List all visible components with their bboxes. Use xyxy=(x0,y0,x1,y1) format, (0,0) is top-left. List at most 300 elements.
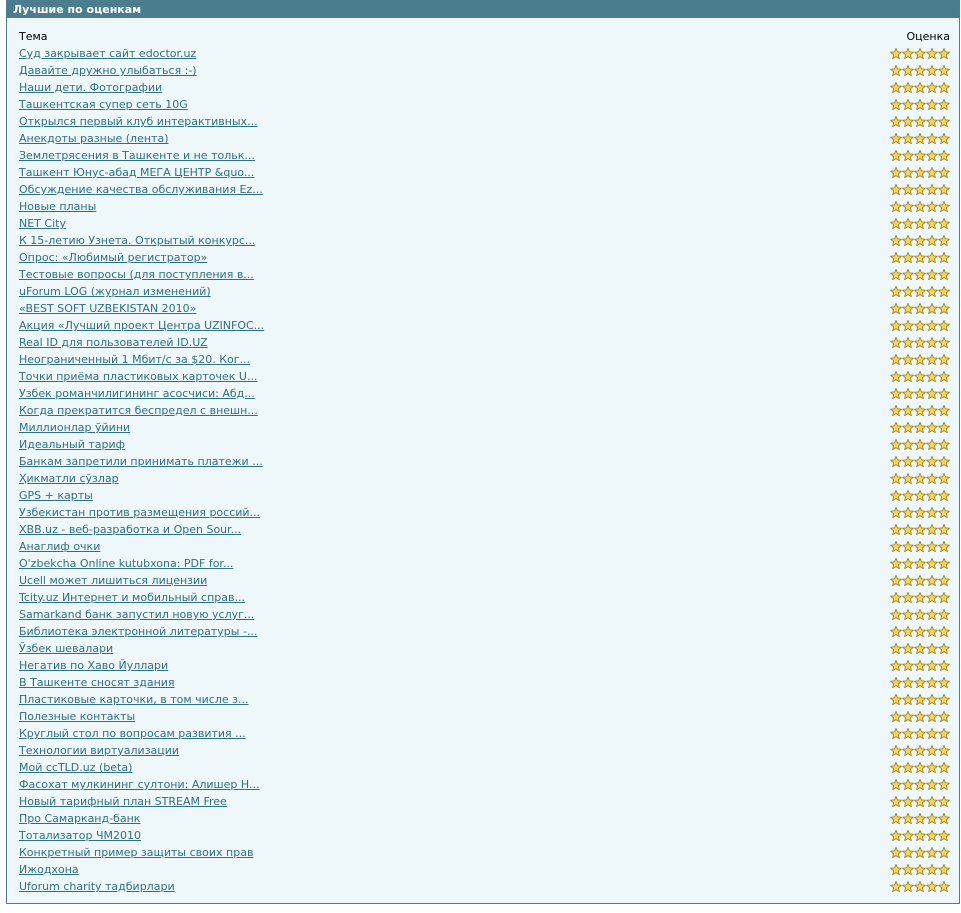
star-icon xyxy=(926,761,938,774)
star-icon xyxy=(926,540,938,553)
star-icon xyxy=(926,200,938,213)
star-icon xyxy=(902,47,914,60)
star-icon xyxy=(914,727,926,740)
star-icon xyxy=(890,761,902,774)
table-row xyxy=(19,351,950,368)
table-row xyxy=(19,844,950,861)
topic-link[interactable]: Суд закрывает сайт edoctor.uz xyxy=(19,47,197,60)
star-icon xyxy=(890,574,902,587)
topic-link[interactable]: «BEST SOFT UZBEKISTAN 2010» xyxy=(19,302,197,315)
star-icon xyxy=(890,115,902,128)
rating-stars xyxy=(890,200,950,213)
star-icon xyxy=(890,608,902,621)
star-icon xyxy=(890,829,902,842)
star-icon xyxy=(926,744,938,757)
star-icon xyxy=(902,98,914,111)
topic-link[interactable]: Ташкентская супер сеть 10G xyxy=(19,98,188,111)
topic-link[interactable]: uForum LOG (журнал изменений) xyxy=(19,285,211,298)
star-icon xyxy=(926,64,938,77)
star-icon xyxy=(938,659,950,672)
star-icon xyxy=(914,81,926,94)
star-icon xyxy=(914,166,926,179)
star-icon xyxy=(938,47,950,60)
star-icon xyxy=(914,319,926,332)
table-row xyxy=(19,725,950,742)
star-icon xyxy=(890,438,902,451)
table-row xyxy=(19,198,950,215)
topic-link[interactable]: Банкам запретили принимать платежи ... xyxy=(19,455,263,468)
star-icon xyxy=(926,846,938,859)
topic-link[interactable]: Анаглиф очки xyxy=(19,540,101,553)
topic-link[interactable]: Uforum charity тадбирлари xyxy=(19,880,175,893)
rating-stars xyxy=(890,132,950,145)
star-icon xyxy=(902,183,914,196)
table-row xyxy=(19,674,950,691)
star-icon xyxy=(926,319,938,332)
star-icon xyxy=(890,166,902,179)
star-icon xyxy=(914,523,926,536)
topic-link[interactable]: O'zbekcha Online kutubxona: PDF for... xyxy=(19,557,234,570)
rating-stars xyxy=(890,302,950,315)
star-icon xyxy=(890,489,902,502)
table-row xyxy=(19,606,950,623)
star-icon xyxy=(902,404,914,417)
star-icon xyxy=(938,591,950,604)
topic-link[interactable]: Анекдоты разные (лента) xyxy=(19,132,169,145)
star-icon xyxy=(914,812,926,825)
star-icon xyxy=(914,863,926,876)
star-icon xyxy=(914,846,926,859)
topic-link[interactable]: Новый тарифный план STREAM Free xyxy=(19,795,227,808)
topic-link[interactable]: Неограниченный 1 Мбит/с за $20. Ког... xyxy=(19,353,251,366)
star-icon xyxy=(938,132,950,145)
topic-link[interactable]: Ucell может лишиться лицензии xyxy=(19,574,208,587)
table-row xyxy=(19,266,950,283)
topic-link[interactable]: Мой ccTLD.uz (beta) xyxy=(19,761,133,774)
star-icon xyxy=(926,591,938,604)
rating-stars xyxy=(890,336,950,349)
star-icon xyxy=(902,319,914,332)
star-icon xyxy=(938,829,950,842)
topics-list xyxy=(19,45,950,895)
topic-link[interactable]: В Ташкенте сносят здания xyxy=(19,676,175,689)
star-icon xyxy=(902,149,914,162)
rating-stars xyxy=(890,880,950,893)
star-icon xyxy=(914,183,926,196)
topic-link[interactable]: Ташкент Юнус-абад МЕГА ЦЕНТР &quo... xyxy=(19,166,255,179)
table-row xyxy=(19,113,950,130)
table-row xyxy=(19,45,950,62)
star-icon xyxy=(902,64,914,77)
star-icon xyxy=(890,234,902,247)
topic-link[interactable]: Когда прекратится беспредел с внешн... xyxy=(19,404,258,417)
star-icon xyxy=(926,812,938,825)
star-icon xyxy=(926,285,938,298)
star-icon xyxy=(938,64,950,77)
star-icon xyxy=(926,251,938,264)
star-icon xyxy=(938,421,950,434)
topic-link[interactable]: Samarkand банк запустил новую услуг... xyxy=(19,608,255,621)
table-row xyxy=(19,300,950,317)
star-icon xyxy=(926,676,938,689)
star-icon xyxy=(902,591,914,604)
star-icon xyxy=(902,523,914,536)
star-icon xyxy=(914,336,926,349)
star-icon xyxy=(914,455,926,468)
star-icon xyxy=(938,778,950,791)
star-icon xyxy=(926,404,938,417)
rating-stars xyxy=(890,319,950,332)
table-row xyxy=(19,878,950,895)
rating-stars xyxy=(890,268,950,281)
topic-link[interactable]: Пластиковые карточки, в том числе з... xyxy=(19,693,249,706)
star-icon xyxy=(890,81,902,94)
star-icon xyxy=(914,659,926,672)
rating-stars xyxy=(890,81,950,94)
star-icon xyxy=(938,251,950,264)
topic-link[interactable]: Открылся первый клуб интерактивных... xyxy=(19,115,258,128)
star-icon xyxy=(890,251,902,264)
topic-link[interactable]: Наши дети. Фотографии xyxy=(19,81,163,94)
star-icon xyxy=(926,880,938,893)
table-row xyxy=(19,538,950,555)
star-icon xyxy=(938,115,950,128)
topic-link[interactable]: Тестовые вопросы (для поступления в... xyxy=(19,268,254,281)
star-icon xyxy=(890,285,902,298)
rating-stars xyxy=(890,166,950,179)
star-icon xyxy=(890,591,902,604)
star-icon xyxy=(926,421,938,434)
star-icon xyxy=(890,200,902,213)
star-icon xyxy=(926,472,938,485)
topic-link[interactable]: Узбек романчилигининг асосчиси: Абд... xyxy=(19,387,255,400)
star-icon xyxy=(926,557,938,570)
topic-link[interactable]: Давайте дружно улыбаться :-) xyxy=(19,64,197,77)
star-icon xyxy=(938,404,950,417)
star-icon xyxy=(890,319,902,332)
star-icon xyxy=(902,251,914,264)
star-icon xyxy=(926,710,938,723)
star-icon xyxy=(914,217,926,230)
star-icon xyxy=(914,489,926,502)
rating-stars xyxy=(890,557,950,570)
top-rated-panel xyxy=(6,0,960,904)
star-icon xyxy=(890,506,902,519)
topic-link[interactable]: Идеальный тариф xyxy=(19,438,126,451)
star-icon xyxy=(890,676,902,689)
topic-link[interactable]: Полезные контакты xyxy=(19,710,136,723)
star-icon xyxy=(938,268,950,281)
star-icon xyxy=(938,676,950,689)
table-row xyxy=(19,402,950,419)
star-icon xyxy=(890,455,902,468)
table-row xyxy=(19,96,950,113)
star-icon xyxy=(890,472,902,485)
star-icon xyxy=(938,183,950,196)
rating-stars xyxy=(890,608,950,621)
table-row xyxy=(19,317,950,334)
rating-stars xyxy=(890,353,950,366)
star-icon xyxy=(914,285,926,298)
star-icon xyxy=(938,506,950,519)
star-icon xyxy=(890,336,902,349)
rating-stars xyxy=(890,234,950,247)
star-icon xyxy=(926,115,938,128)
star-icon xyxy=(902,608,914,621)
star-icon xyxy=(938,336,950,349)
table-row xyxy=(19,181,950,198)
star-icon xyxy=(938,523,950,536)
star-icon xyxy=(902,268,914,281)
star-icon xyxy=(926,693,938,706)
table-row xyxy=(19,555,950,572)
star-icon xyxy=(926,523,938,536)
star-icon xyxy=(914,472,926,485)
rating-stars xyxy=(890,693,950,706)
star-icon xyxy=(914,693,926,706)
star-icon xyxy=(926,625,938,638)
rating-stars xyxy=(890,285,950,298)
table-row xyxy=(19,368,950,385)
star-icon xyxy=(914,132,926,145)
star-icon xyxy=(926,98,938,111)
star-icon xyxy=(914,880,926,893)
star-icon xyxy=(890,523,902,536)
star-icon xyxy=(926,387,938,400)
star-icon xyxy=(890,659,902,672)
star-icon xyxy=(938,234,950,247)
table-row xyxy=(19,742,950,759)
topic-link[interactable]: Узбекистан против размещения россий... xyxy=(19,506,261,519)
star-icon xyxy=(938,710,950,723)
star-icon xyxy=(890,710,902,723)
star-icon xyxy=(938,438,950,451)
star-icon xyxy=(890,625,902,638)
star-icon xyxy=(890,846,902,859)
topic-link[interactable]: Землетрясения в Ташкенте и не тольк... xyxy=(19,149,255,162)
topic-link[interactable]: Новые планы xyxy=(19,200,97,213)
column-header-topic: Тема xyxy=(19,30,48,43)
star-icon xyxy=(890,149,902,162)
star-icon xyxy=(902,285,914,298)
table-row xyxy=(19,62,950,79)
table-row xyxy=(19,79,950,96)
topic-link[interactable]: К 15-летию Узнета. Открытый конкурс... xyxy=(19,234,256,247)
star-icon xyxy=(926,795,938,808)
table-row xyxy=(19,249,950,266)
topic-link[interactable]: Ҳикматли сўзлар xyxy=(19,472,119,485)
rating-stars xyxy=(890,676,950,689)
star-icon xyxy=(902,302,914,315)
star-icon xyxy=(902,778,914,791)
star-icon xyxy=(902,744,914,757)
topic-link[interactable]: Real ID для пользователей ID.UZ xyxy=(19,336,208,349)
star-icon xyxy=(902,370,914,383)
star-icon xyxy=(926,608,938,621)
star-icon xyxy=(890,812,902,825)
table-row xyxy=(19,810,950,827)
topic-link[interactable]: Негатив по Хаво Йуллари xyxy=(19,659,169,672)
star-icon xyxy=(914,64,926,77)
rating-stars xyxy=(890,438,950,451)
rating-stars xyxy=(890,64,950,77)
table-row xyxy=(19,657,950,674)
star-icon xyxy=(902,81,914,94)
rating-stars xyxy=(890,404,950,417)
table-row xyxy=(19,232,950,249)
topic-link[interactable]: Обсуждение качества обслуживания Ez... xyxy=(19,183,263,196)
rating-stars xyxy=(890,455,950,468)
star-icon xyxy=(902,761,914,774)
star-icon xyxy=(926,455,938,468)
star-icon xyxy=(890,132,902,145)
star-icon xyxy=(938,744,950,757)
star-icon xyxy=(926,302,938,315)
topic-link[interactable]: Круглый стол по вопросам развития ... xyxy=(19,727,246,740)
star-icon xyxy=(938,200,950,213)
rating-stars xyxy=(890,812,950,825)
star-icon xyxy=(926,149,938,162)
star-icon xyxy=(914,438,926,451)
star-icon xyxy=(890,727,902,740)
star-icon xyxy=(890,693,902,706)
star-icon xyxy=(902,506,914,519)
star-icon xyxy=(926,268,938,281)
rating-stars xyxy=(890,47,950,60)
star-icon xyxy=(890,744,902,757)
star-icon xyxy=(938,98,950,111)
star-icon xyxy=(914,200,926,213)
star-icon xyxy=(890,880,902,893)
star-icon xyxy=(902,710,914,723)
topic-link[interactable]: Миллионлар ўйини xyxy=(19,421,131,434)
topic-link[interactable]: XBB.uz - веб-разработка и Open Sour... xyxy=(19,523,242,536)
star-icon xyxy=(902,693,914,706)
star-icon xyxy=(890,64,902,77)
rating-stars xyxy=(890,863,950,876)
star-icon xyxy=(890,268,902,281)
star-icon xyxy=(902,795,914,808)
table-row xyxy=(19,487,950,504)
star-icon xyxy=(902,540,914,553)
topic-link[interactable]: Технологии виртуализации xyxy=(19,744,180,757)
star-icon xyxy=(938,863,950,876)
star-icon xyxy=(914,761,926,774)
topic-link[interactable]: Ўзбек шевалари xyxy=(19,642,114,655)
star-icon xyxy=(926,829,938,842)
star-icon xyxy=(914,557,926,570)
topic-link[interactable]: Фасохат мулкининг султони: Алишер Н... xyxy=(19,778,260,791)
star-icon xyxy=(938,625,950,638)
table-row xyxy=(19,504,950,521)
star-icon xyxy=(938,574,950,587)
star-icon xyxy=(914,744,926,757)
star-icon xyxy=(902,455,914,468)
star-icon xyxy=(938,795,950,808)
rating-stars xyxy=(890,642,950,655)
star-icon xyxy=(938,455,950,468)
star-icon xyxy=(938,472,950,485)
star-icon xyxy=(938,693,950,706)
star-icon xyxy=(926,166,938,179)
star-icon xyxy=(914,353,926,366)
topic-link[interactable]: Библиотека электронной литературы -... xyxy=(19,625,258,638)
star-icon xyxy=(902,642,914,655)
star-icon xyxy=(890,642,902,655)
table-row xyxy=(19,759,950,776)
star-icon xyxy=(890,217,902,230)
star-icon xyxy=(890,353,902,366)
star-icon xyxy=(902,438,914,451)
rating-stars xyxy=(890,591,950,604)
topic-link[interactable]: Конкретный пример защиты своих прав xyxy=(19,846,254,859)
star-icon xyxy=(926,217,938,230)
star-icon xyxy=(914,421,926,434)
rating-stars xyxy=(890,625,950,638)
table-row xyxy=(19,215,950,232)
star-icon xyxy=(902,166,914,179)
star-icon xyxy=(914,251,926,264)
star-icon xyxy=(926,574,938,587)
star-icon xyxy=(938,302,950,315)
table-row xyxy=(19,776,950,793)
rating-stars xyxy=(890,421,950,434)
star-icon xyxy=(938,149,950,162)
topic-link[interactable]: NET City xyxy=(19,217,66,230)
star-icon xyxy=(926,778,938,791)
rating-stars xyxy=(890,795,950,808)
table-row xyxy=(19,708,950,725)
star-icon xyxy=(914,115,926,128)
rating-stars xyxy=(890,489,950,502)
topic-link[interactable]: Про Самарканд-банк xyxy=(19,812,141,825)
star-icon xyxy=(902,659,914,672)
star-icon xyxy=(926,132,938,145)
table-row xyxy=(19,793,950,810)
star-icon xyxy=(890,795,902,808)
star-icon xyxy=(938,370,950,383)
table-row xyxy=(19,385,950,402)
star-icon xyxy=(890,778,902,791)
topic-link[interactable]: Опрос: «Любимый регистратор» xyxy=(19,251,208,264)
star-icon xyxy=(938,642,950,655)
table-row xyxy=(19,283,950,300)
star-icon xyxy=(902,217,914,230)
rating-stars xyxy=(890,846,950,859)
table-row xyxy=(19,147,950,164)
topic-link[interactable]: GPS + карты xyxy=(19,489,93,502)
rating-stars xyxy=(890,183,950,196)
topic-link[interactable]: Ижодхона xyxy=(19,863,79,876)
table-row xyxy=(19,453,950,470)
topic-link[interactable]: Tcity.uz Интернет и мобильный справ... xyxy=(19,591,245,604)
topic-link[interactable]: Акция «Лучший проект Центра UZINFOC... xyxy=(19,319,265,332)
star-icon xyxy=(938,761,950,774)
star-icon xyxy=(914,608,926,621)
star-icon xyxy=(914,540,926,553)
topic-link[interactable]: Тотализатор ЧМ2010 xyxy=(19,829,142,842)
star-icon xyxy=(926,370,938,383)
star-icon xyxy=(914,268,926,281)
star-icon xyxy=(926,47,938,60)
star-icon xyxy=(938,81,950,94)
topic-link[interactable]: Точки приёма пластиковых карточек U... xyxy=(19,370,258,383)
star-icon xyxy=(890,370,902,383)
star-icon xyxy=(926,336,938,349)
star-icon xyxy=(890,863,902,876)
star-icon xyxy=(890,47,902,60)
star-icon xyxy=(926,234,938,247)
